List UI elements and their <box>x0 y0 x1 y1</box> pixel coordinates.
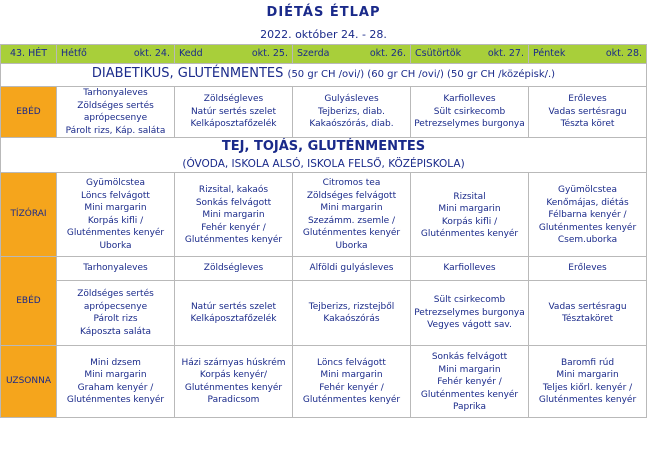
menu-cell <box>411 173 529 257</box>
menu-item: Mini margarin <box>438 204 501 214</box>
menu-item: Uborka <box>99 240 132 251</box>
menu-item: Natúr sertés szelet <box>190 301 277 312</box>
day-date: okt. 24. <box>133 47 170 59</box>
day-header <box>175 45 293 64</box>
menu-item: Káposzta saláta <box>79 326 152 337</box>
menu-item: Mini dzsem <box>90 357 141 368</box>
section2-uzsonna-row <box>1 346 647 418</box>
menu-item: Mini margarin <box>438 364 501 375</box>
menu-item: Mini margarin <box>84 203 147 213</box>
menu-item: Félbarna kenyér / <box>548 210 627 221</box>
menu-item: Erőleves <box>568 94 607 105</box>
day-header-row <box>1 45 647 64</box>
menu-cell <box>293 346 411 418</box>
menu-item: Vadas sertésragu <box>548 106 627 117</box>
menu-item: Párolt rizs, Káp. saláta <box>65 125 166 136</box>
meal-label: TÍZÓRAI <box>1 173 57 257</box>
menu-item: Kelkáposztafőzelék <box>190 314 277 324</box>
menu-item: Mini margarin <box>202 210 265 221</box>
menu-item: Sült csirkecomb <box>433 295 506 306</box>
menu-item: Tésztaköret <box>562 314 613 324</box>
menu-item: Gluténmentes kenyér <box>420 389 519 400</box>
menu-cell <box>175 87 293 138</box>
menu-item: Mini margarin <box>556 370 619 380</box>
section2-title: TEJ, TOJÁS, GLUTÉNMENTES <box>1 138 647 157</box>
menu-item: Tészta köret <box>560 119 615 130</box>
day-name: Péntek <box>533 47 566 59</box>
menu-cell <box>411 281 529 346</box>
menu-cell <box>175 281 293 346</box>
menu-item: aprópecsenye <box>83 301 148 312</box>
menu-item: aprópecsenye <box>83 113 148 123</box>
menu-item: Baromfi rúd <box>560 357 615 368</box>
menu-item: Fehér kenyér / <box>201 222 266 233</box>
menu-cell <box>529 87 647 138</box>
menu-item: Zöldséges felvágott <box>306 190 397 201</box>
menu-item: Gluténmentes kenyér <box>66 228 165 238</box>
day-header <box>529 45 647 64</box>
menu-cell <box>293 173 411 257</box>
section1-ebed-row <box>1 87 647 138</box>
menu-item: Fehér kenyér / <box>437 377 502 388</box>
menu-item: Gluténmentes kenyér <box>420 229 519 239</box>
soup-cell: Zöldségleves <box>175 257 293 281</box>
meal-label: EBÉD <box>1 87 57 138</box>
menu-item: Löncs felvágott <box>81 190 150 201</box>
meal-label: UZSONNA <box>1 346 57 418</box>
menu-item: Kenőmájas, diétás <box>546 197 629 208</box>
day-date: okt. 27. <box>487 47 524 59</box>
menu-item: Graham kenyér / <box>77 382 154 393</box>
menu-cell <box>175 346 293 418</box>
soup-cell: Erőleves <box>529 257 647 281</box>
menu-cell <box>57 281 175 346</box>
page-title: DIÉTÁS ÉTLAP <box>266 4 381 20</box>
menu-item: Gyümölcstea <box>558 185 618 196</box>
day-header <box>293 45 411 64</box>
menu-cell <box>529 346 647 418</box>
menu-cell <box>175 173 293 257</box>
menu-item: Gluténmentes kenyér <box>184 382 283 393</box>
menu-item: Gluténmentes kenyér <box>184 235 283 246</box>
day-date: okt. 25. <box>251 47 288 59</box>
menu-item: Zöldséges sertés <box>77 100 154 111</box>
day-date: okt. 28. <box>605 47 643 59</box>
menu-item: Szezámm. zsemle / <box>307 215 396 226</box>
menu-item: Gyümölcstea <box>86 178 145 188</box>
menu-item: Sült csirkecomb <box>433 106 506 117</box>
menu-item: Paprika <box>452 402 487 413</box>
menu-item: Mini margarin <box>320 203 383 213</box>
menu-item: Gluténmentes kenyér <box>538 222 637 233</box>
menu-item: Csem.uborka <box>557 235 618 246</box>
menu-item: Gluténmentes kenyér <box>538 395 637 405</box>
day-name: Kedd <box>179 47 203 59</box>
day-name: Csütörtök <box>415 47 462 59</box>
menu-item: Tejberizs, rizstejből <box>308 301 395 312</box>
menu-item: Paradicsom <box>207 395 260 405</box>
menu-item: Korpás kenyér/ <box>199 370 268 380</box>
day-header <box>411 45 529 64</box>
menu-item: Gulyásleves <box>324 94 379 105</box>
section1-title: DIABETIKUS, GLUTÉNMENTES <box>91 66 284 82</box>
menu-cell <box>293 281 411 346</box>
week-label: 43. HÉT <box>1 45 57 64</box>
menu-item: Teljes kiőrl. kenyér / <box>542 382 633 393</box>
menu-item: Házi szárnyas húskrém <box>181 357 286 368</box>
section2-subtitle: (ÓVODA, ISKOLA ALSÓ, ISKOLA FELSŐ, KÖZÉPISKOLA) <box>1 156 647 173</box>
soup-cell: Alföldi gulyásleves <box>293 257 411 281</box>
menu-cell <box>57 87 175 138</box>
menu-item: Natúr sertés szelet <box>190 106 277 117</box>
menu-cell <box>57 173 175 257</box>
menu-item: Citromos tea <box>322 178 381 188</box>
menu-item: Rizsital, kakaós <box>198 185 269 196</box>
section2-soup-row <box>1 257 647 281</box>
menu-item: Gluténmentes kenyér <box>66 395 165 405</box>
date-range: 2022. október 24. - 28. <box>260 27 387 41</box>
menu-item: Tejberizs, diab. <box>318 106 385 117</box>
menu-item: Zöldségleves <box>203 94 264 105</box>
soup-cell: Karfiolleves <box>411 257 529 281</box>
menu-item: Rizsital <box>453 191 486 202</box>
meal-label: EBÉD <box>1 257 57 346</box>
day-header <box>57 45 175 64</box>
menu-item: Mini margarin <box>84 370 147 380</box>
menu-item: Fehér kenyér / <box>319 382 384 393</box>
section2-tizorai-row <box>1 173 647 257</box>
section2-main-row <box>1 281 647 346</box>
menu-item: Tarhonyaleves <box>83 88 148 98</box>
menu-item: Gluténmentes kenyér <box>302 228 401 238</box>
menu-cell <box>57 346 175 418</box>
menu-item: Löncs felvágott <box>317 357 386 368</box>
menu-item: Uborka <box>335 240 368 251</box>
menu-cell <box>529 281 647 346</box>
menu-item: Sonkás felvágott <box>431 352 508 363</box>
menu-item: Vegyes vágott sav. <box>427 320 512 331</box>
menu-cell <box>411 346 529 418</box>
menu-item: Korpás kifli / <box>441 216 498 227</box>
menu-cell <box>529 173 647 257</box>
menu-item: Korpás kifli / <box>87 215 144 226</box>
menu-cell <box>293 87 411 138</box>
menu-item: Sonkás felvágott <box>195 197 272 208</box>
soup-cell: Tarhonyaleves <box>57 257 175 281</box>
menu-item: Párolt rizs <box>93 314 138 324</box>
menu-item: Vadas sertésragu <box>548 301 627 312</box>
section1-subtitle: (50 gr CH /ovi/) (60 gr CH /ovi/) (50 gr CH /középisk/.) <box>287 69 556 81</box>
menu-item: Kakaószórás, diab. <box>309 119 394 130</box>
menu-item: Karfiolleves <box>443 94 496 105</box>
section1-heading <box>1 64 647 87</box>
menu-item: Mini margarin <box>320 370 383 380</box>
menu-item: Petrezselymes burgonya <box>414 307 525 318</box>
menu-item: Gluténmentes kenyér <box>302 395 401 405</box>
menu-cell <box>411 87 529 138</box>
menu-item: Zöldséges sertés <box>77 289 154 299</box>
day-name: Hétfő <box>61 47 87 59</box>
menu-item: Petrezselymes burgonya <box>414 119 525 130</box>
day-date: okt. 26. <box>369 47 406 59</box>
day-name: Szerda <box>297 47 330 59</box>
menu-item: Kelkáposztafőzelék <box>190 119 277 130</box>
menu-item: Kakaószórás <box>323 314 380 324</box>
